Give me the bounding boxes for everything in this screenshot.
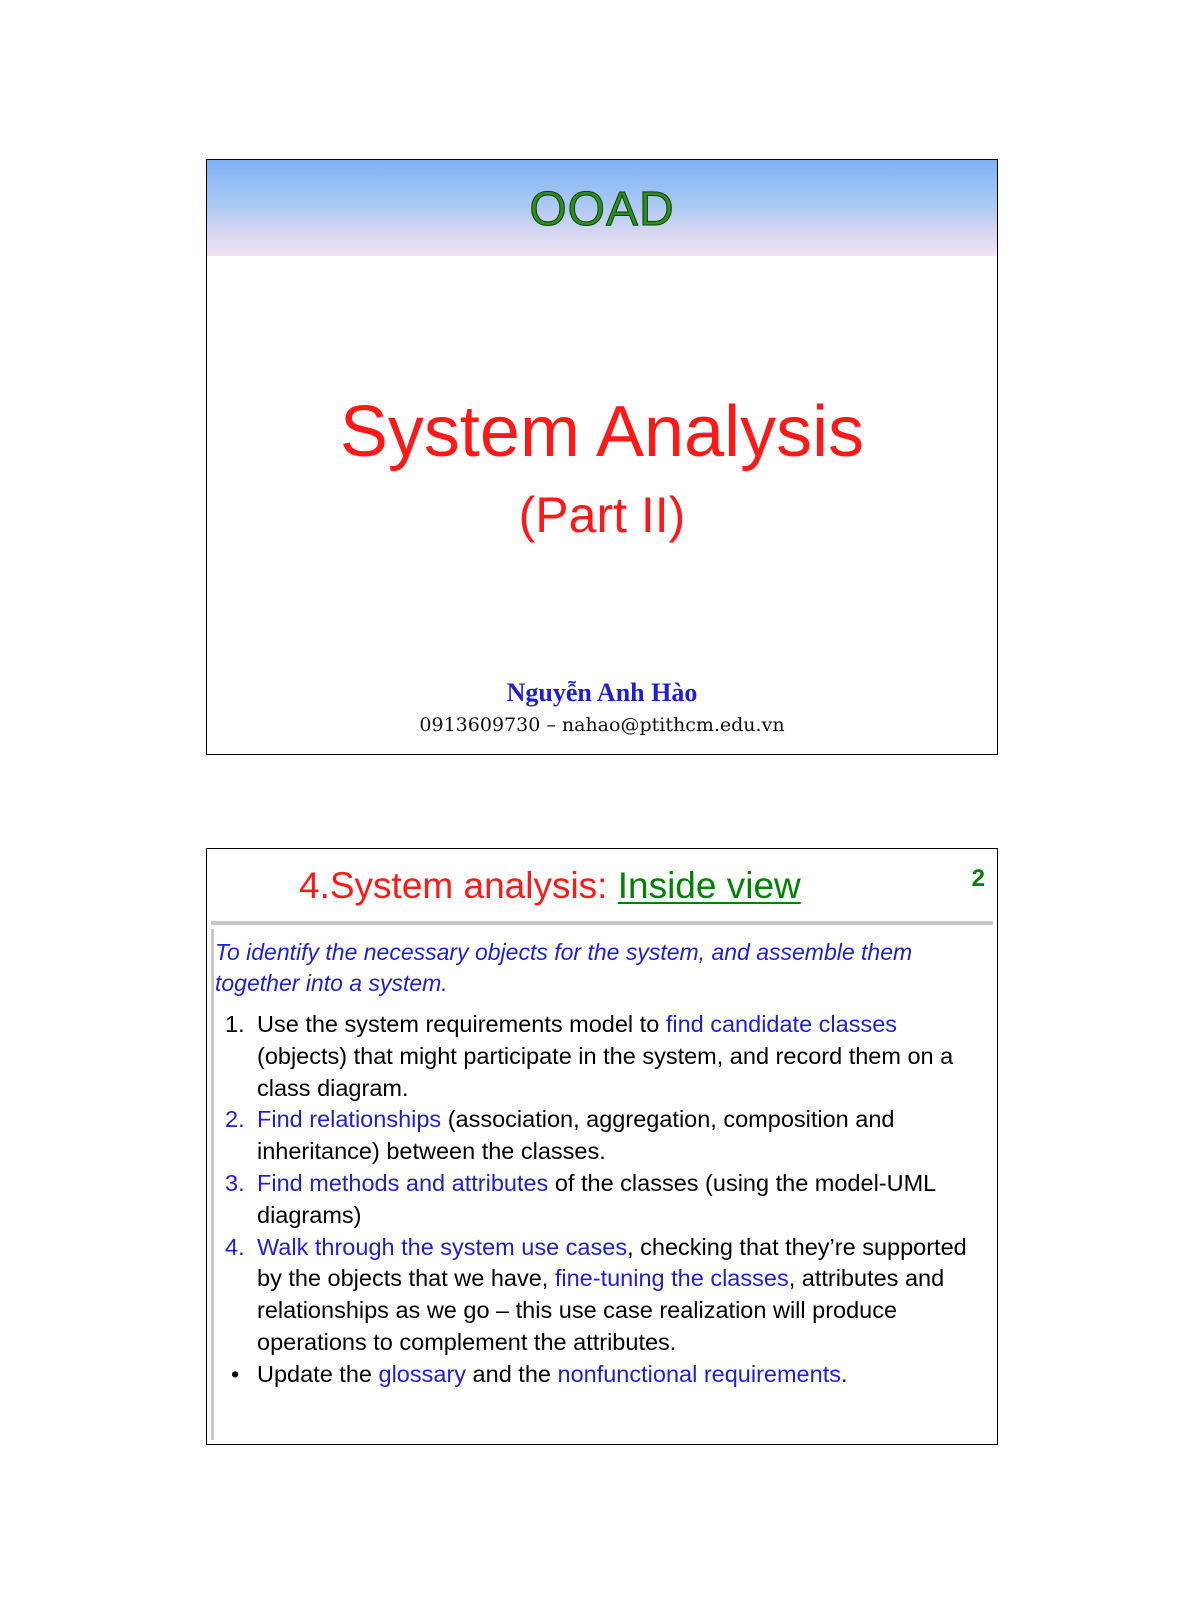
steps-list [223,1009,987,1391]
author-name: Nguyễn Anh Hào [506,678,698,707]
item-text: (objects) that might participate in the system, and record them on a class diagram. [257,1042,954,1101]
list-item [223,1232,987,1359]
list-item [223,1009,987,1104]
item-highlight: Find relationships [257,1106,442,1133]
item-highlight: nonfunctional requirements [557,1360,841,1387]
item-text: , checking that they’re supported by the objects that we have, [257,1233,967,1292]
bullet-icon: • [231,1360,240,1387]
title-slide [206,159,998,755]
item-text: , attributes and relationships as we go – this use case realization will produce operations to complement the attributes. [257,1265,945,1355]
course-header: OOAD [529,183,675,236]
heading-link[interactable]: Inside view [617,865,801,906]
slide-heading [299,865,801,907]
item-text: . [840,1360,848,1387]
item-highlight: Find methods and attributes [257,1169,549,1196]
intro-text: To identify the necessary objects for the system, and assemble them together into a system. [215,939,913,996]
slide-header [211,853,993,925]
item-highlight: find candidate classes [665,1011,898,1037]
heading-prefix: 4.System analysis: [299,865,618,906]
list-item [223,1104,987,1168]
item-number: 4. [225,1233,245,1260]
slide-subtitle: (Part II) [518,487,686,543]
item-text: of the classes (using the model-UML diagrams) [257,1169,936,1228]
list-item [223,1359,987,1391]
item-highlight: Walk through the system use cases [257,1233,628,1260]
content-slide [206,848,998,1445]
item-number: 2. [225,1106,245,1133]
item-text: (association, aggregation, composition and inheritance) between the classes. [257,1106,895,1165]
item-text: and the [466,1360,558,1387]
left-divider [211,929,214,1440]
page-number: 2 [971,865,985,892]
slide-title: System Analysis [339,392,865,472]
list-item [223,1168,987,1232]
item-number: 3. [225,1169,245,1196]
item-text: Update the [257,1360,379,1387]
author-contact: 0913609730 – nahao@ptithcm.edu.vn [419,714,785,736]
item-text: Use the system requirements model to [257,1011,666,1037]
item-highlight: fine-tuning the classes [554,1265,789,1292]
item-number: 1. [225,1011,245,1037]
item-highlight: glossary [378,1360,467,1387]
